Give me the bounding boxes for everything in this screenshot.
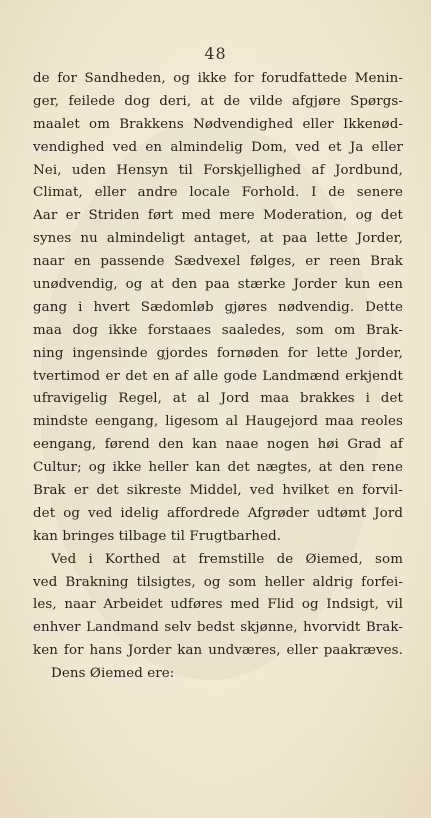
text-line: de for Sandheden, og ikke for forudfattede Menin-: [33, 71, 403, 86]
text-line: Aar er Striden ført med mere Moderation, og det: [33, 208, 403, 224]
text-line: gang i hvert Sædomløb gjøres nødvendig. Dette: [33, 299, 403, 315]
text-line: Cultur; og ikke heller kan det nægtes, at den rene: [33, 460, 403, 476]
paragraph-start-line: Ved i Korthed at fremstille de Øiemed, som: [51, 551, 403, 567]
text-line: mindste eengang, ligesom al Haugejord maa reoles: [33, 414, 403, 430]
text-line: Climat, eller andre locale Forhold. I de senere: [33, 185, 403, 201]
subheading-line: Dens Øiemed ere:: [51, 666, 175, 682]
text-line: vendighed ved en almindelig Dom, ved et Ja eller: [33, 139, 403, 155]
text-line: enhver Landmand selv bedst skjønne, hvorvidt Brak-: [33, 620, 403, 636]
text-line: ning ingensinde gjordes fornøden for lette Jorder,: [33, 345, 403, 361]
paragraph-end-line: kan bringes tilbage til Frugtbarhed.: [33, 528, 282, 544]
text-line: naar en passende Sædvexel følges, er reen Brak: [33, 254, 403, 270]
text-line: maalet om Brakkens Nødvendighed eller Ikkenød-: [33, 116, 403, 132]
text-line: tvertimod er det en af alle gode Landmænd erkjendt: [33, 368, 403, 384]
page-number: 48: [204, 44, 227, 63]
body-text: [33, 68, 403, 686]
text-line: ken for hans Jorder kan undværes, eller paakræves.: [33, 643, 403, 659]
text-line: unødvendig, og at den paa stærke Jorder kun een: [33, 277, 403, 293]
text-line: det og ved idelig affordrede Afgrøder udtømt Jord: [33, 505, 403, 521]
text-line: ufravigelig Regel, at al Jord maa brakkes i det: [33, 391, 403, 407]
text-line: ved Brakning tilsigtes, og som heller aldrig forfei-: [33, 574, 403, 590]
text-line: Nei, uden Hensyn til Forskjellighed af Jordbund,: [33, 162, 403, 178]
text-line: Brak er det sikreste Middel, ved hvilket en forvil-: [33, 483, 403, 499]
text-line: eengang, førend den kan naae nogen høi Grad af: [33, 437, 403, 453]
text-line: ger, feilede dog deri, at de vilde afgjøre Spørgs-: [33, 93, 403, 109]
text-line: les, naar Arbeidet udføres med Flid og Indsigt, vil: [33, 597, 403, 613]
text-line: maa dog ikke forstaaes saaledes, som om Brak-: [33, 322, 403, 338]
text-line: synes nu almindeligt antaget, at paa lette Jorder,: [33, 231, 403, 247]
